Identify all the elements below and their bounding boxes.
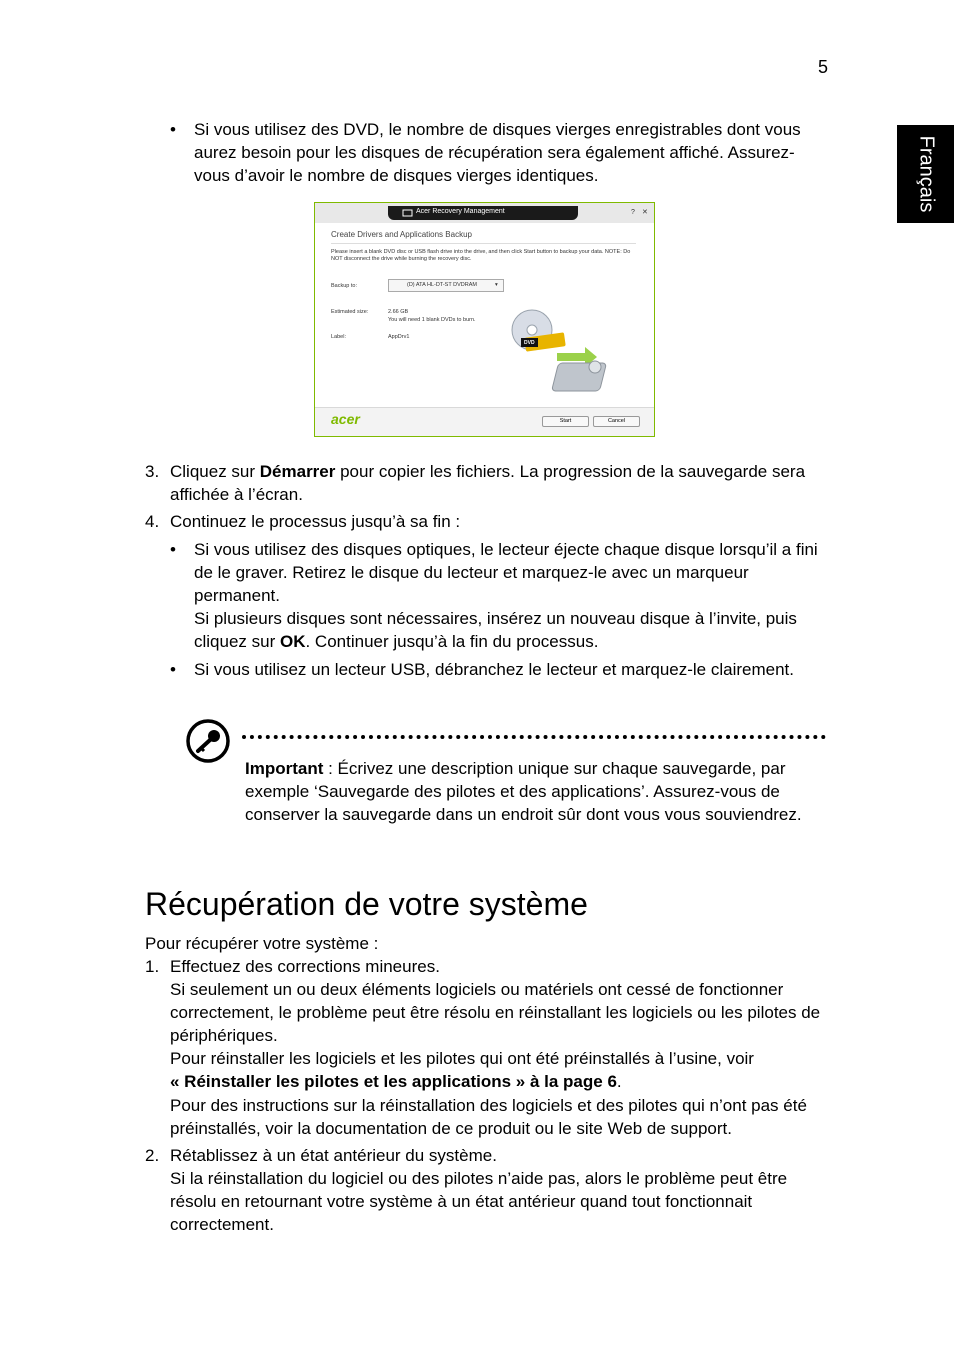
- note-divider: [242, 735, 826, 739]
- language-tab: [897, 125, 954, 223]
- window-title-tab: [388, 206, 578, 220]
- cancel-button[interactable]: Cancel: [593, 416, 640, 427]
- r1-p2-text: Pour réinstaller les logiciels et les pilotes qui ont été préinstallés à l’usine, voir: [170, 1049, 754, 1068]
- bullet-optical-1: Si vous utilisez des disques optiques, le lecteur éjecte chaque disque lorsqu’il a fini de le graver. Retirez le disque du lecteur et marquez-le avec un marqueur permanent.: [194, 540, 818, 605]
- divider: [331, 243, 636, 244]
- step-4: Continuez le processus jusqu’à sa fin :: [170, 512, 461, 531]
- backup-to-value: (D) ATA HL-DT-ST DVDRAM: [407, 282, 477, 288]
- recovery-icon: [402, 208, 413, 217]
- r1-p2: [170, 1047, 830, 1093]
- bullet-optical-2-text: Si plusieurs disques sont nécessaires, insérez un nouveau disque à l’invite, puis cliquez sur: [194, 609, 797, 651]
- bullet-marker: •: [170, 540, 176, 559]
- estimated-size-label: Estimated size:: [331, 309, 369, 315]
- reinstall-link[interactable]: « Réinstaller les pilotes et les applications » à la page 6: [170, 1072, 617, 1091]
- recovery-screenshot: [314, 202, 655, 437]
- chevron-down-icon: ▾: [495, 282, 498, 288]
- bullet-marker: •: [170, 660, 176, 679]
- label-value: AppDrv1: [388, 334, 410, 340]
- r2-p1: Si la réinstallation du logiciel ou des pilotes n’aide pas, alors le problème peut être résolu en retournant votre système à un état antérieur quand tout fonctionnait correctement.: [170, 1169, 788, 1234]
- language-tab-label: Français: [915, 135, 937, 213]
- important-text: : Écrivez une description unique sur chaque sauvegarde, par exemple ‘Sauvegarde des pilotes et des applications’. Assurez-vous de conserver la sauvegarde dans un endroit sûr dont vous vous souviendrez.: [245, 759, 802, 824]
- instructions: Please insert a blank DVD disc or USB flash drive into the drive, and then click Start button to backup your data. NOTE: Do NOT disconnect the drive while burning the recovery disc.: [331, 249, 631, 262]
- step-3-text-end: pour copier les fichiers. La progression de la sauvegarde sera affichée à l’écran.: [170, 462, 806, 504]
- page-number: 5: [818, 57, 829, 77]
- estimated-size-note: You will need 1 blank DVDs to burn.: [388, 317, 476, 323]
- key-icon: [185, 718, 232, 765]
- step-3-bold: Démarrer: [259, 462, 336, 481]
- bullet-optical-2-bold: OK: [279, 632, 306, 651]
- step-3: [170, 460, 830, 506]
- intro: Pour récupérer votre système :: [145, 934, 379, 953]
- r1-title: Effectuez des corrections mineures.: [170, 957, 440, 976]
- help-icon[interactable]: ?: [631, 209, 635, 216]
- start-button[interactable]: Start: [542, 416, 589, 427]
- acer-logo: acer: [331, 411, 360, 427]
- r2-title: Rétablissez à un état antérieur du système.: [170, 1146, 497, 1165]
- dvd-to-drive-illustration: [507, 305, 637, 395]
- step-3-text: Cliquez sur: [170, 462, 260, 481]
- estimated-size-value: 2.66 GB: [388, 309, 409, 315]
- r1-p3: Pour des instructions sur la réinstallation des logiciels et des pilotes qui n’ont pas été préinstallés, voir la documentation de ce produit ou le site Web de support.: [170, 1096, 807, 1138]
- important-label: Important: [245, 759, 324, 778]
- bullet-optical-2: [194, 607, 834, 653]
- bullet-optical-2-end: . Continuer jusqu’à la fin du processus.: [305, 632, 599, 651]
- dialog-footer: [315, 407, 654, 436]
- window-title: Acer Recovery Management: [416, 208, 505, 215]
- r1-p1: Si seulement un ou deux éléments logiciels ou matériels ont cessé de fonctionner correctement, le problème peut être résolu en réinstallant les logiciels ou les pilotes de périphériques.: [170, 980, 821, 1045]
- step-4-number: 4.: [145, 512, 160, 531]
- label-label: Label:: [331, 334, 346, 340]
- step-3-number: 3.: [145, 462, 160, 481]
- bullet-dvd: Si vous utilisez des DVD, le nombre de disques vierges enregistrables dont vous aurez besoin pour les disques de récupération sera également affiché. Assurez-vous d’avoir le nombre de disques vierges identiques.: [194, 120, 801, 185]
- r1-number: 1.: [145, 957, 160, 976]
- bullet-usb: Si vous utilisez un lecteur USB, débranchez le lecteur et marquez-le clairement.: [194, 660, 795, 679]
- r1-p2-end: .: [616, 1072, 622, 1091]
- backup-to-label: Backup to:: [331, 283, 357, 289]
- close-icon[interactable]: ✕: [642, 209, 648, 216]
- window-titlebar: [315, 203, 654, 223]
- section-title: Récupération de votre système: [145, 886, 588, 922]
- r2-number: 2.: [145, 1146, 160, 1165]
- important-note: [245, 757, 830, 826]
- dialog-heading: Create Drivers and Applications Backup: [331, 230, 472, 239]
- bullet-marker: •: [170, 120, 176, 139]
- dvd-badge: DVD: [524, 340, 535, 346]
- backup-to-select[interactable]: [388, 279, 504, 292]
